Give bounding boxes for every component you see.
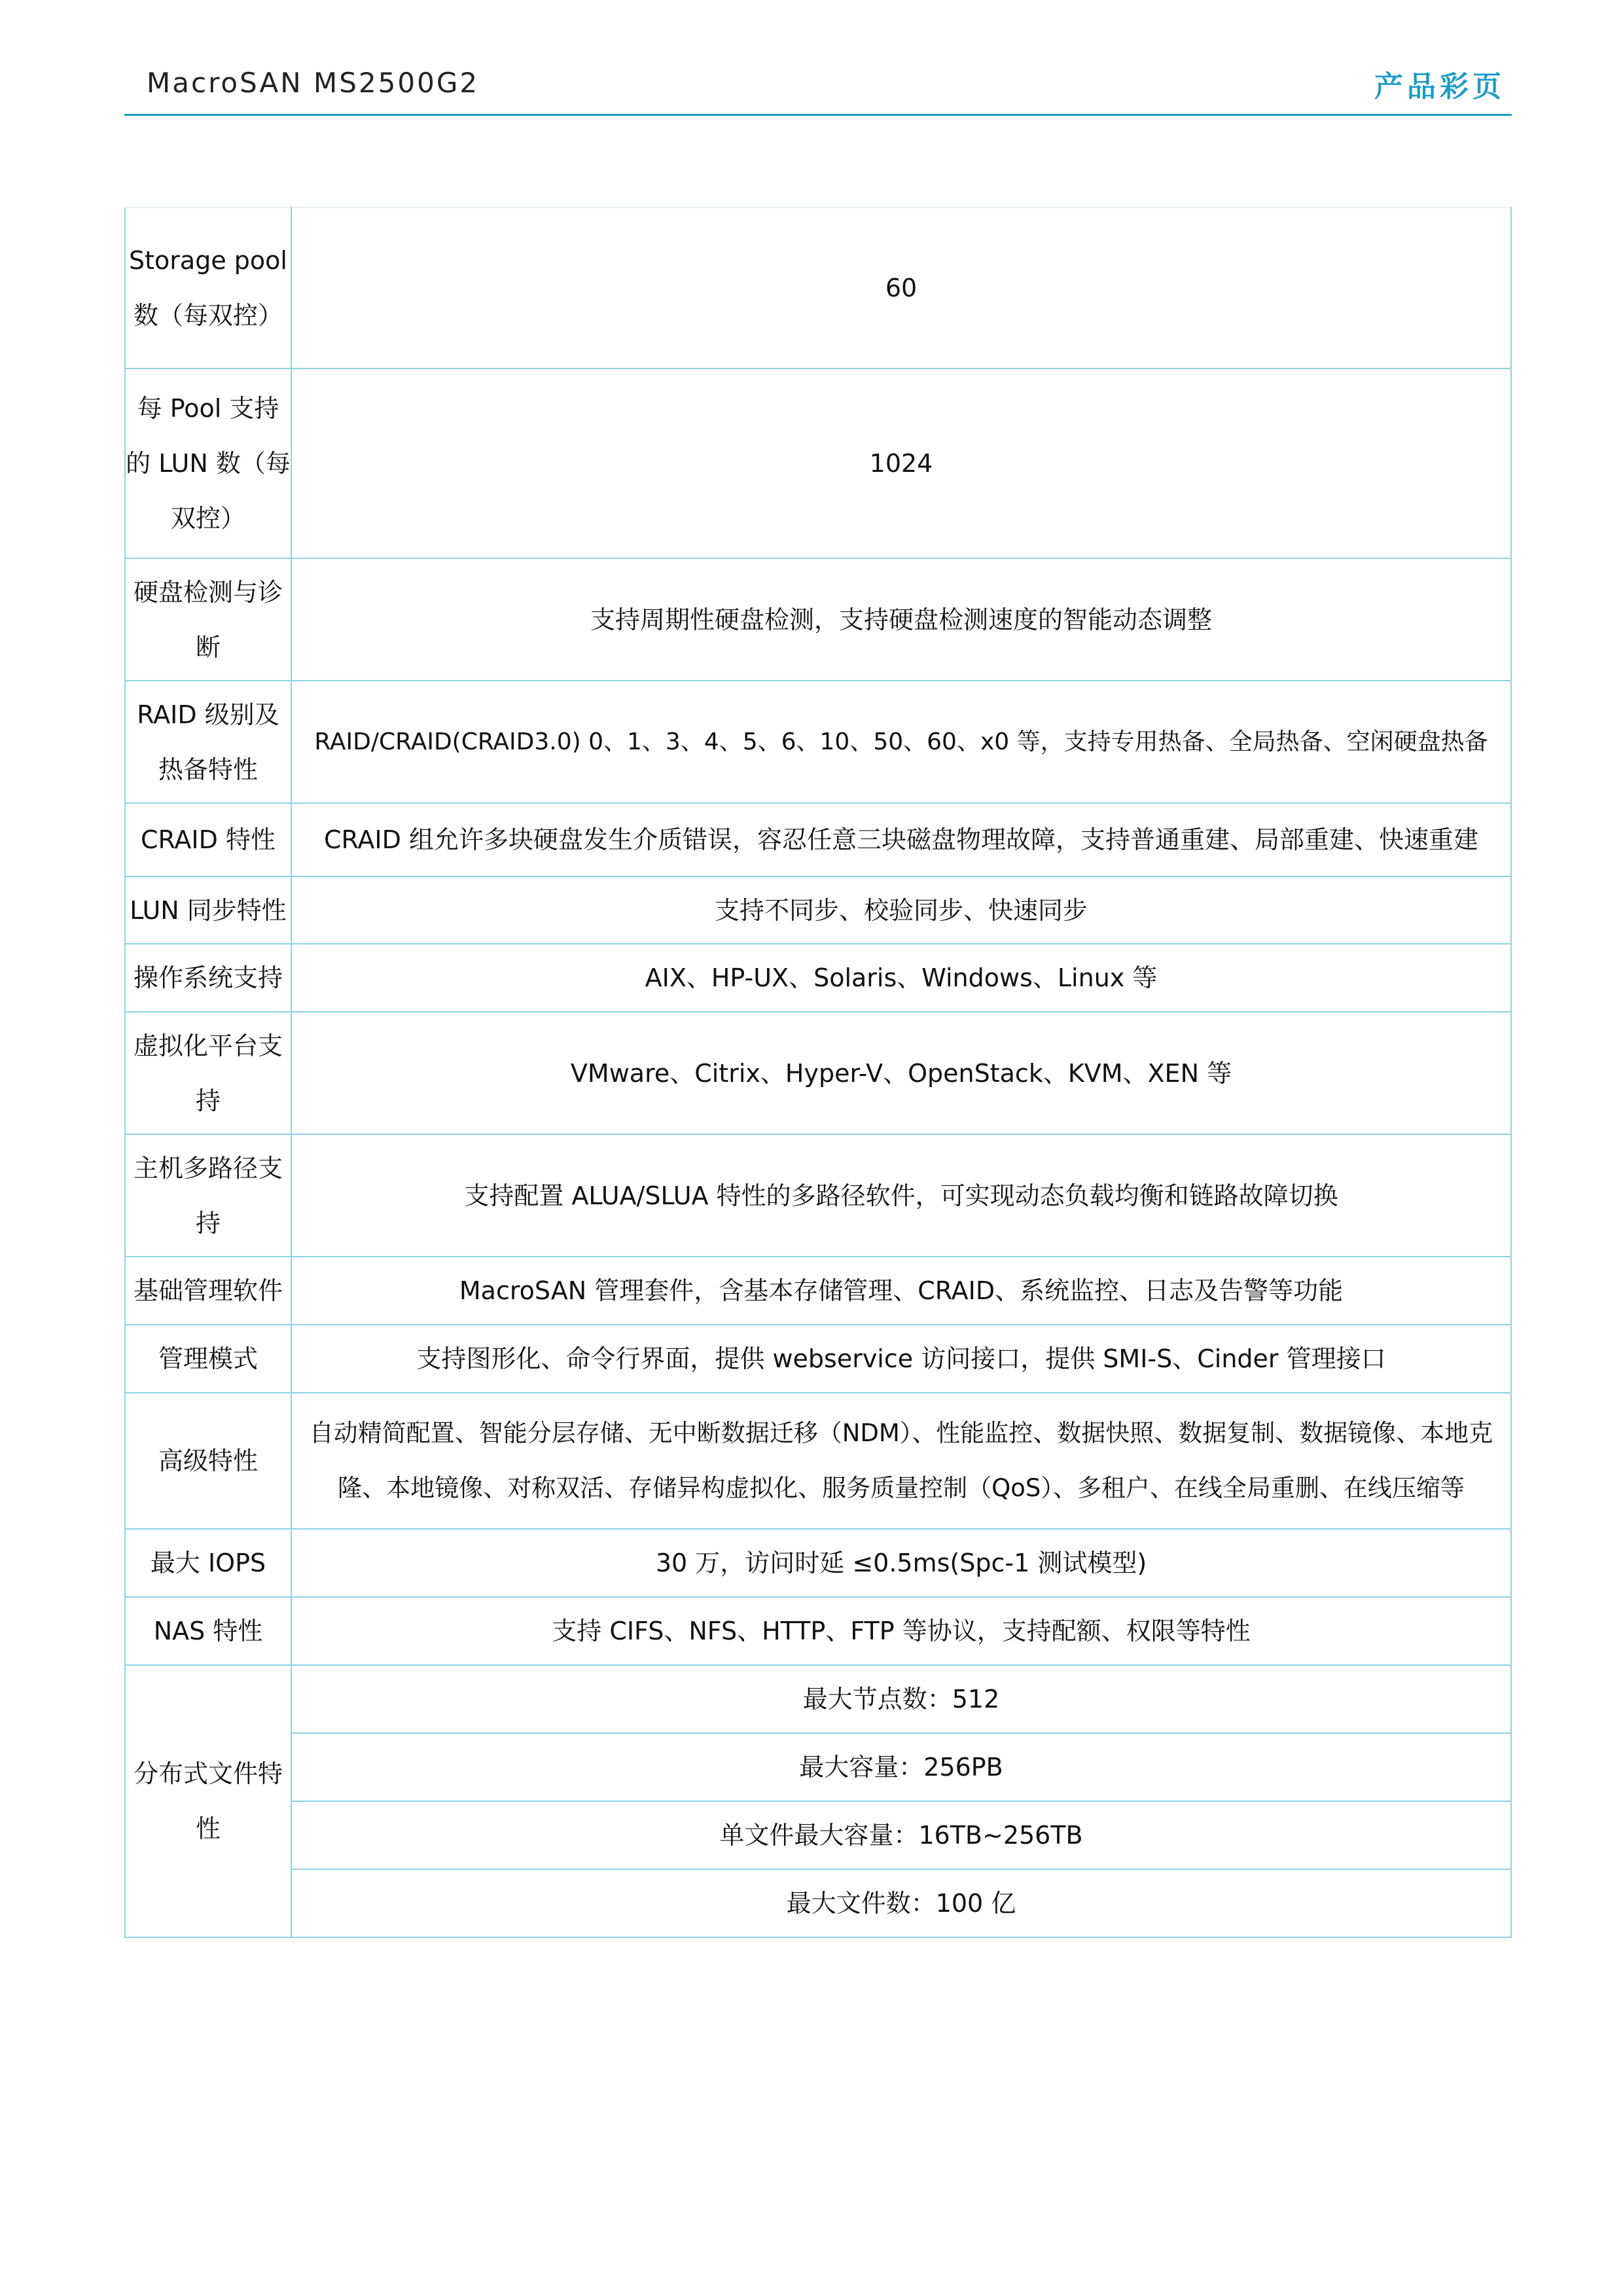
table-row [125,207,1511,368]
table-row [125,1393,1511,1529]
spec-label-distributed: 分布式文件特性 [125,1665,291,1937]
page-header [124,59,1512,116]
table-row [125,944,1511,1012]
spec-value: 30 万，访问时延 ≤0.5ms(Spc-1 测试模型) [291,1529,1511,1597]
spec-label: CRAID 特性 [125,803,291,876]
spec-value: 支持不同步、校验同步、快速同步 [291,876,1511,944]
table-row [125,1733,1511,1801]
spec-value: AIX、HP-UX、Solaris、Windows、Linux 等 [291,944,1511,1012]
spec-value: 单文件最大容量：16TB~256TB [291,1801,1511,1869]
spec-label: Storage pool 数（每双控） [125,207,291,368]
product-name: MacroSAN MS2500G2 [147,67,480,99]
spec-label: 基础管理软件 [125,1257,291,1325]
spec-value: CRAID 组允许多块硬盘发生介质错误，容忍任意三块磁盘物理故障，支持普通重建、局部重建、快速重建 [291,803,1511,876]
spec-label: 操作系统支持 [125,944,291,1012]
spec-table [124,207,1512,1938]
table-row [125,1869,1511,1937]
spec-value: VMware、Citrix、Hyper-V、OpenStack、KVM、XEN 等 [291,1012,1511,1134]
table-row [125,368,1511,558]
spec-value: 最大节点数：512 [291,1665,1511,1733]
section-title: 产品彩页 [1374,70,1505,103]
spec-value: 支持配置 ALUA/SLUA 特性的多路径软件，可实现动态负载均衡和链路故障切换 [291,1134,1511,1257]
table-row [125,558,1511,681]
table-row [125,1597,1511,1665]
spec-label: NAS 特性 [125,1597,291,1665]
table-row [125,1801,1511,1869]
table-row [125,876,1511,944]
spec-label: 每 Pool 支持的 LUN 数（每双控） [125,368,291,558]
spec-label: 硬盘检测与诊断 [125,558,291,681]
spec-value: 支持图形化、命令行界面，提供 webservice 访问接口，提供 SMI-S、Cinder 管理接口 [291,1325,1511,1393]
spec-value: 最大文件数：100 亿 [291,1869,1511,1937]
spec-value: RAID/CRAID(CRAID3.0) 0、1、3、4、5、6、10、50、60、x0 等，支持专用热备、全局热备、空闲硬盘热备 [291,681,1511,803]
spec-label: 高级特性 [125,1393,291,1529]
spec-value: 支持 CIFS、NFS、HTTP、FTP 等协议，支持配额、权限等特性 [291,1597,1511,1665]
table-row [125,681,1511,803]
spec-value: 60 [291,207,1511,368]
table-row [125,1665,1511,1733]
table-row [125,1325,1511,1393]
spec-value: 最大容量：256PB [291,1733,1511,1801]
spec-value: MacroSAN 管理套件，含基本存储管理、CRAID、系统监控、日志及告警等功能 [291,1257,1511,1325]
table-row [125,1257,1511,1325]
table-row [125,1529,1511,1597]
spec-value: 自动精简配置、智能分层存储、无中断数据迁移（NDM）、性能监控、数据快照、数据复制、数据镜像、本地克隆、本地镜像、对称双活、存储异构虚拟化、服务质量控制（QoS）、多租户、在线全局重删、在线压缩等 [291,1393,1511,1529]
spec-value: 支持周期性硬盘检测，支持硬盘检测速度的智能动态调整 [291,558,1511,681]
spec-label: RAID 级别及热备特性 [125,681,291,803]
spec-label: 虚拟化平台支持 [125,1012,291,1134]
table-row [125,1134,1511,1257]
table-row [125,1012,1511,1134]
spec-label: 管理模式 [125,1325,291,1393]
spec-label: 主机多路径支持 [125,1134,291,1257]
table-row [125,803,1511,876]
spec-value: 1024 [291,368,1511,558]
spec-label: LUN 同步特性 [125,876,291,944]
spec-label: 最大 IOPS [125,1529,291,1597]
